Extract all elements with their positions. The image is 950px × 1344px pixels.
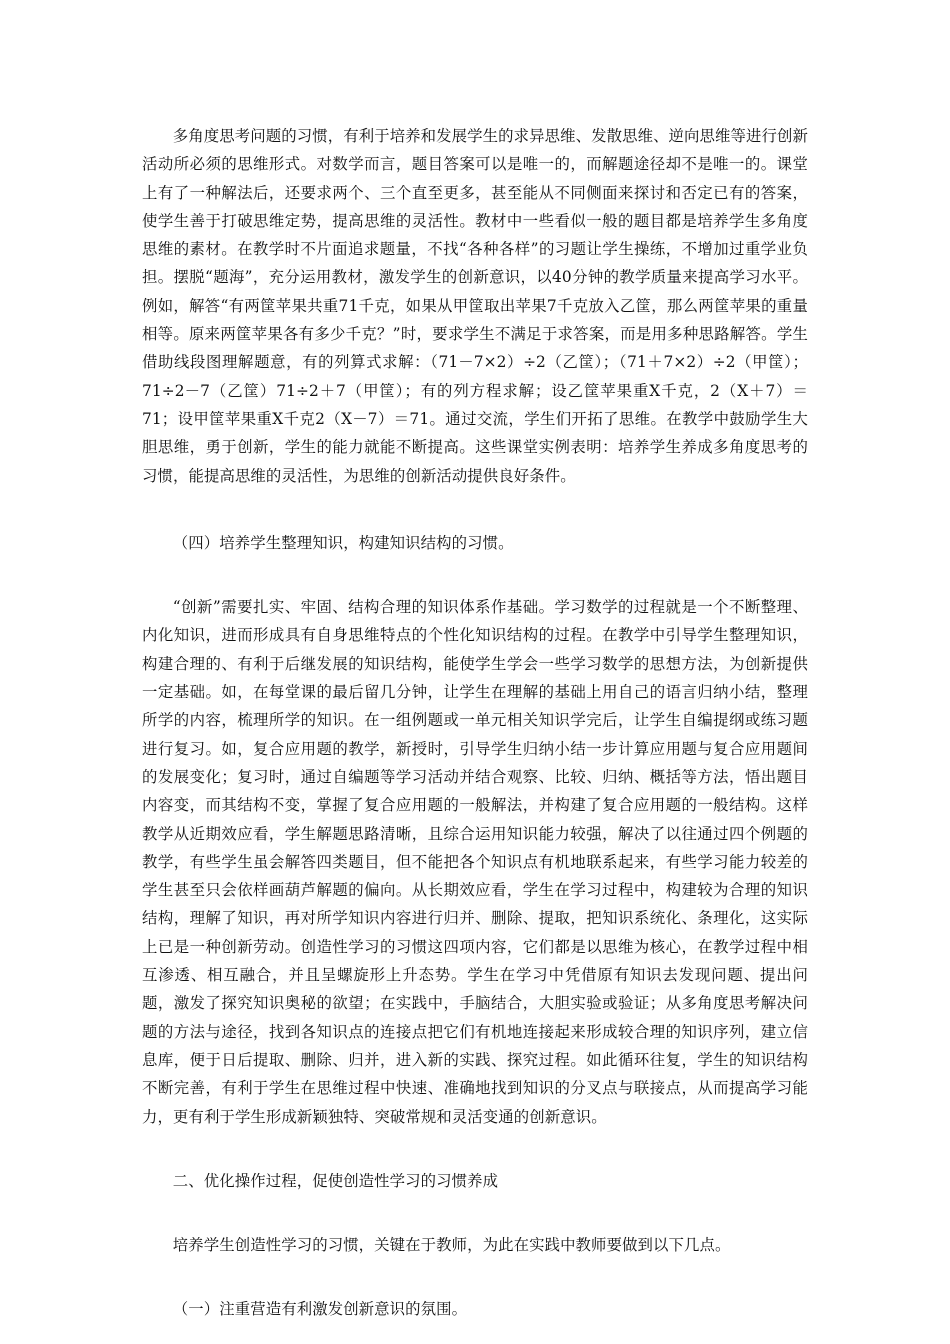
paragraph-knowledge-structure: “创新”需要扎实、牢固、结构合理的知识体系作基础。学习数学的过程就是一个不断整理、内化知识，进而形成具有自身思维特点的个性化知识结构的过程。在教学中引导学生整理知识，构建合理的、有利于后继发展的知识结构，能使学生学会一些学习数学的思想方法，为创新提供一定基础。如，在每堂课的最后留几分钟，让学生在理解的基础上用自己的语言归纳小结，整理所学的内容，梳理所学的知识。在一组例题或一单元相关知识学完后，让学生自编提纲或练习题进行复习。如，复合应用题的教学，新授时，引导学生归纳小结一步计算应用题与复合应用题间的发展变化；复习时，通过自编题等学习活动并结合观察、比较、归纳、概括等方法，悟出题目内容变，而其结构不变，掌握了复合应用题的一般解法，并构建了复合应用题的一般结构。这样教学从近期效应看，学生解题思路清晰，且综合运用知识能力较强，解决了以往通过四个例题的教学，有些学生虽会解答四类题目，但不能把各个知识点有机地联系起来，有些学习能力较差的学生甚至只会依样画葫芦解题的偏向。从长期效应看，学生在学习过程中，构建较为合理的知识结构，理解了知识，再对所学知识内容进行归并、删除、提取，把知识系统化、条理化，这实际上已是一种创新劳动。创造性学习的习惯这四项内容，它们都是以思维为核心，在教学过程中相互渗透、相互融合，并且呈螺旋形上升态势。学生在学习中凭借原有知识去发现问题、提出问题，激发了探究知识奥秘的欲望；在实践中，手脑结合，大胆实验或验证；从多角度思考解决问题的方法与途径，找到各知识点的连接点把它们有机地连接起来形成较合理的知识序列，建立信息库，便于日后提取、删除、归并，进入新的实践、探究过程。如此循环往复，学生的知识结构不断完善，有利于学生在思维过程中快速、准确地找到知识的分叉点与联接点，从而提高学习能力，更有利于学生形成新颖独特、突破常规和灵活变通的创新意识。 xyxy=(142,598,808,1126)
paragraph-multi-angle-thinking: 多角度思考问题的习惯，有利于培养和发展学生的求异思维、发散思维、逆向思维等进行创新活动所必须的思维形式。对数学而言，题目答案可以是唯一的，而解题途径却不是唯一的。课堂上有了一种解法后，还要求两个、三个直至更多，甚至能从不同侧面来探讨和否定已有的答案，使学生善于打破思维定势，提高思维的灵活性。教材中一些看似一般的题目都是培养学生多角度思维的素材。在教学时不片面追求题量，不找“各种各样”的习题让学生操练，不增加过重学业负担。摆脱“题海”，充分运用教材，激发学生的创新意识，以40分钟的教学质量来提高学习水平。例如，解答“有两筐苹果共重71千克，如果从甲筐取出苹果7千克放入乙筐，那么两筐苹果的重量相等。原来两筐苹果各有多少千克？”时，要求学生不满足于求答案，而是用多种思路解答。学生借助线段图理解题意，有的列算式求解：（71－7×2）÷2（乙筐）；（71＋7×2）÷2（甲筐）；71÷2－7（乙筐）71÷2＋7（甲筐）；有的列方程求解；设乙筐苹果重X千克，2（X＋7）＝71；设甲筐苹果重X千克2（X－7）＝71。通过交流，学生们开拓了思维。在教学中鼓励学生大胆思维，勇于创新，学生的能力就能不断提高。这些课堂实例表明：培养学生养成多角度思考的习惯，能提高思维的灵活性，为思维的创新活动提供良好条件。 xyxy=(142,127,808,485)
section-heading-4: （四）培养学生整理知识，构建知识结构的习惯。 xyxy=(172,533,514,552)
section-heading-1: （一）注重营造有利激发创新意识的氛围。 xyxy=(172,1300,468,1319)
section-heading-2: 二、优化操作过程，促使创造性学习的习惯养成 xyxy=(172,1171,499,1190)
document-page xyxy=(142,122,808,1324)
paragraph-teacher-role: 培养学生创造性学习的习惯，关键在于教师，为此在实践中教师要做到以下几点。 xyxy=(172,1236,731,1255)
